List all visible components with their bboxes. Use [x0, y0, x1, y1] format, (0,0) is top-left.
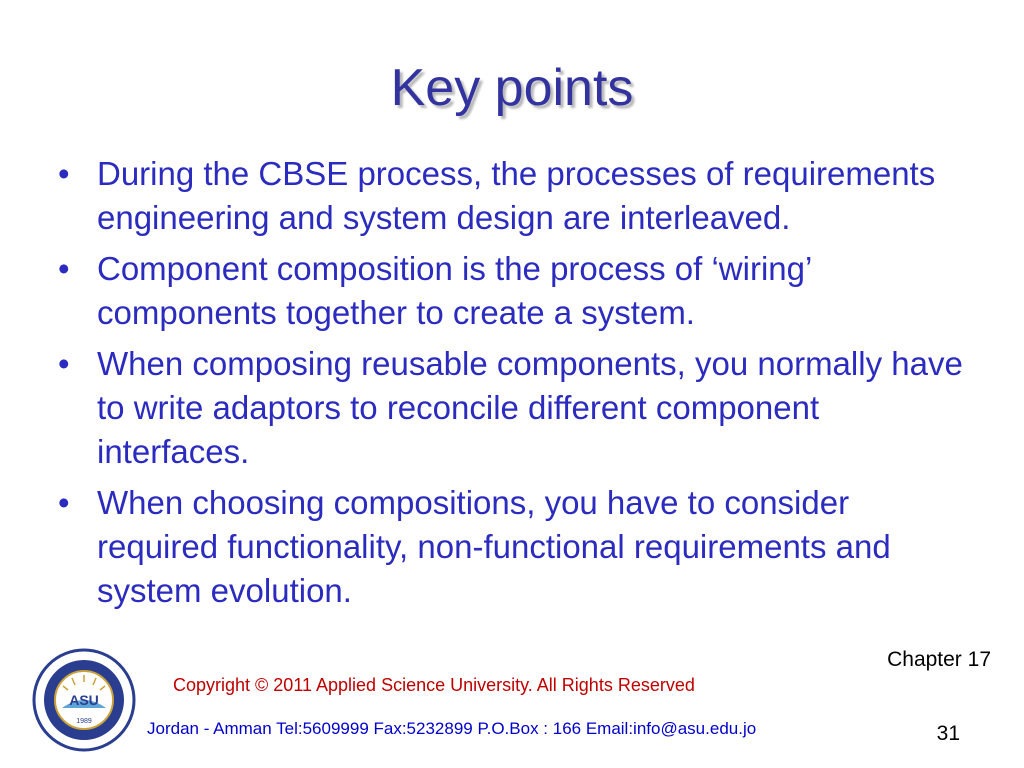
bullet-dot: • — [58, 484, 70, 521]
bullet-text: Component composition is the process of ‘wiring’ components together to create a system. — [97, 250, 812, 331]
page-number: 31 — [936, 722, 960, 745]
bullet-dot: • — [58, 345, 70, 382]
bullet-item — [58, 247, 978, 335]
bullet-item — [58, 152, 978, 240]
copyright-text: Copyright © 2011 Applied Science University. All Rights Reserved — [173, 675, 695, 695]
logo-center-text: ASU — [69, 692, 99, 708]
bullet-list — [58, 152, 978, 620]
chapter-label: Chapter 17 — [887, 648, 991, 671]
contact-info: Jordan - Amman Tel:5609999 Fax:5232899 P.O.Box : 166 Email:info@asu.edu.jo — [147, 719, 757, 738]
bullet-dot: • — [58, 155, 70, 192]
bullet-item — [58, 481, 978, 613]
bullet-item — [58, 342, 978, 474]
bullet-text: During the CBSE process, the processes of requirements engineering and system design are interleaved. — [97, 155, 936, 236]
bullet-text: When composing reusable components, you normally have to write adaptors to reconcile different component interfaces. — [97, 345, 963, 470]
bullet-dot: • — [58, 250, 70, 287]
slide-title: Key points — [390, 59, 634, 117]
logo-year: 1989 — [76, 718, 92, 725]
university-logo — [32, 648, 136, 752]
bullet-text: When choosing compositions, you have to consider required functionality, non-functional requirements and system evolution. — [97, 484, 891, 609]
